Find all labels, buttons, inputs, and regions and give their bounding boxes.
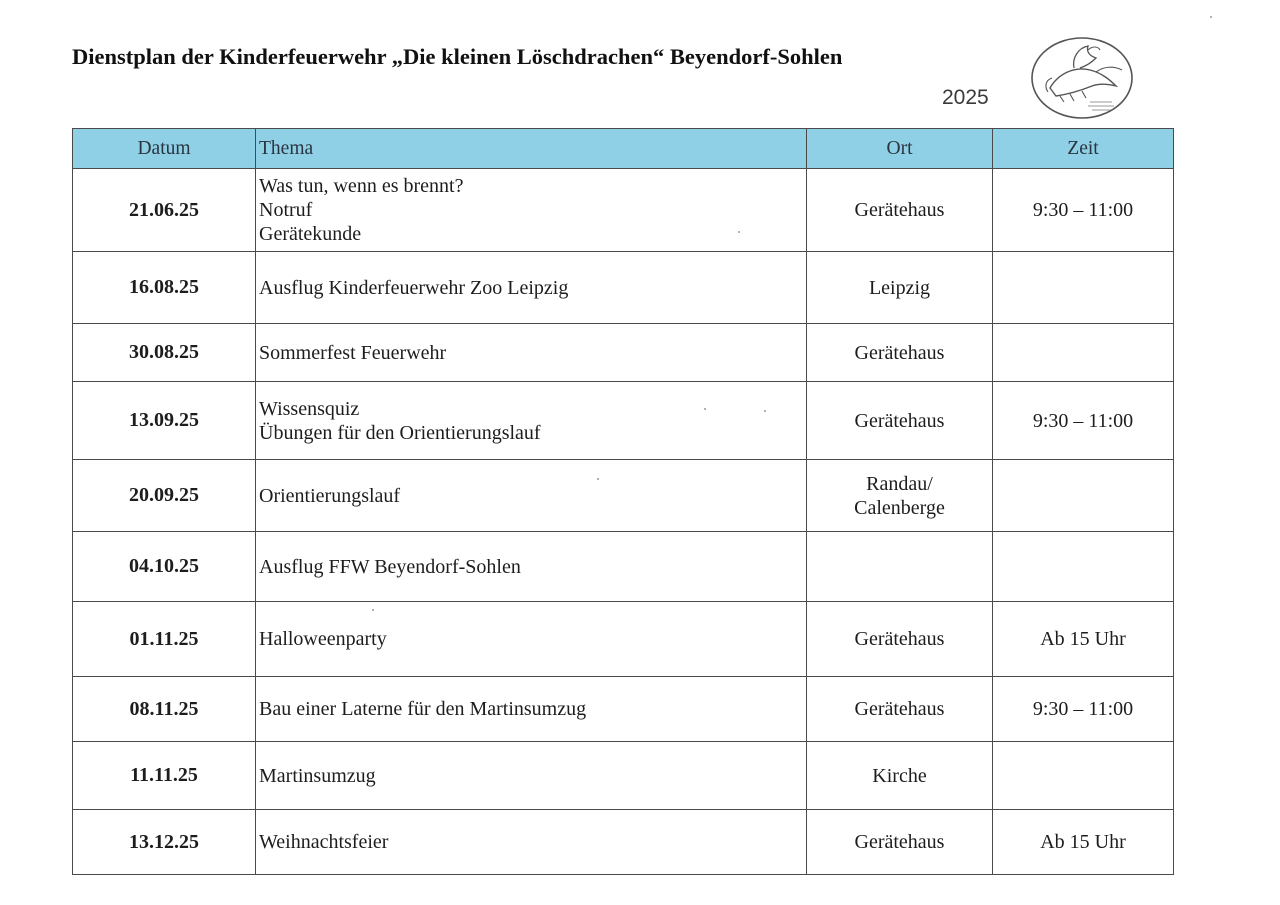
thema-cell: [256, 532, 807, 602]
scan-speck: [1210, 16, 1212, 18]
ort-line: Gerätehaus: [854, 409, 945, 432]
ort-line: Calenberge: [854, 496, 945, 519]
table-row: [73, 382, 1174, 460]
table-row: [73, 532, 1174, 602]
ort-cell: [807, 460, 993, 532]
thema-line: Übungen für den Orientierungslauf: [259, 421, 541, 444]
thema-cell: [256, 252, 807, 324]
thema-line: Wissensquiz: [259, 397, 360, 420]
table-row: [73, 742, 1174, 810]
thema-line: Weihnachtsfeier: [259, 831, 389, 853]
ort-line: Leipzig: [868, 276, 931, 299]
column-header-thema: Thema: [256, 129, 807, 169]
zeit-cell: 9:30 – 11:00: [993, 382, 1174, 460]
ort-line: Gerätehaus: [854, 199, 945, 221]
thema-line: Gerätekunde: [259, 223, 362, 245]
table-row: [73, 810, 1174, 875]
thema-line: Ausflug Kinderfeuerwehr Zoo Leipzig: [259, 276, 569, 299]
date-cell: 11.11.25: [73, 742, 256, 810]
date-cell: 20.09.25: [73, 460, 256, 532]
ort-cell: [807, 532, 993, 602]
table-row: [73, 460, 1174, 532]
zeit-cell: 9:30 – 11:00: [993, 677, 1174, 742]
year-label: 2025: [942, 86, 989, 109]
thema-cell: [256, 742, 807, 810]
zeit-cell: [993, 532, 1174, 602]
scan-speck: [372, 609, 374, 611]
zeit-cell: [993, 252, 1174, 324]
date-cell: 08.11.25: [73, 677, 256, 742]
thema-cell: [256, 460, 807, 532]
ort-line: Gerätehaus: [854, 628, 945, 650]
ort-cell: [807, 677, 993, 742]
logo: [1030, 36, 1134, 120]
date-cell: 13.12.25: [73, 810, 256, 875]
ort-cell: [807, 252, 993, 324]
scan-speck: [764, 410, 766, 412]
zeit-cell: [993, 460, 1174, 532]
thema-cell: [256, 677, 807, 742]
table-row: [73, 252, 1174, 324]
thema-cell: [256, 382, 807, 460]
zeit-cell: [993, 324, 1174, 382]
thema-line: Bau einer Laterne für den Martinsumzug: [259, 698, 587, 720]
scan-speck: [704, 408, 706, 410]
date-cell: 16.08.25: [73, 252, 256, 324]
thema-line: Sommerfest Feuerwehr: [259, 341, 447, 364]
zeit-cell: Ab 15 Uhr: [993, 602, 1174, 677]
ort-cell: [807, 169, 993, 252]
fire-dragon-stamp-icon: [1030, 36, 1134, 120]
thema-line: Notruf: [259, 199, 313, 221]
scan-speck: [738, 231, 740, 233]
thema-cell: [256, 169, 807, 252]
table-row: [73, 602, 1174, 677]
date-cell: 04.10.25: [73, 532, 256, 602]
ort-cell: [807, 742, 993, 810]
ort-cell: [807, 382, 993, 460]
thema-line: Martinsumzug: [259, 764, 376, 787]
page-title: Dienstplan der Kinderfeuerwehr „Die kleinen Löschdrachen“ Beyendorf-Sohlen: [72, 44, 843, 69]
thema-cell: [256, 602, 807, 677]
table-header-row: [73, 129, 1174, 169]
date-cell: 21.06.25: [73, 169, 256, 252]
thema-line: Was tun, wenn es brennt?: [259, 175, 464, 197]
ort-cell: [807, 324, 993, 382]
table-row: [73, 169, 1174, 252]
ort-cell: [807, 602, 993, 677]
column-header-ort: Ort: [807, 129, 993, 169]
column-header-zeit: Zeit: [993, 129, 1174, 169]
ort-line: Randau/: [866, 472, 933, 495]
ort-line: Gerätehaus: [854, 831, 945, 853]
ort-line: Gerätehaus: [854, 698, 945, 720]
thema-cell: [256, 324, 807, 382]
table-row: [73, 677, 1174, 742]
ort-line: Kirche: [872, 764, 927, 787]
thema-cell: [256, 810, 807, 875]
column-header-datum: Datum: [73, 129, 256, 169]
ort-line: Gerätehaus: [854, 341, 945, 364]
zeit-cell: 9:30 – 11:00: [993, 169, 1174, 252]
thema-line: Ausflug FFW Beyendorf-Sohlen: [259, 555, 521, 578]
schedule-table: [72, 128, 1174, 875]
ort-cell: [807, 810, 993, 875]
zeit-cell: Ab 15 Uhr: [993, 810, 1174, 875]
thema-line: Halloweenparty: [259, 628, 387, 650]
zeit-cell: [993, 742, 1174, 810]
thema-line: Orientierungslauf: [259, 484, 401, 507]
table-row: [73, 324, 1174, 382]
date-cell: 01.11.25: [73, 602, 256, 677]
date-cell: 30.08.25: [73, 324, 256, 382]
scan-speck: [597, 478, 599, 480]
date-cell: 13.09.25: [73, 382, 256, 460]
